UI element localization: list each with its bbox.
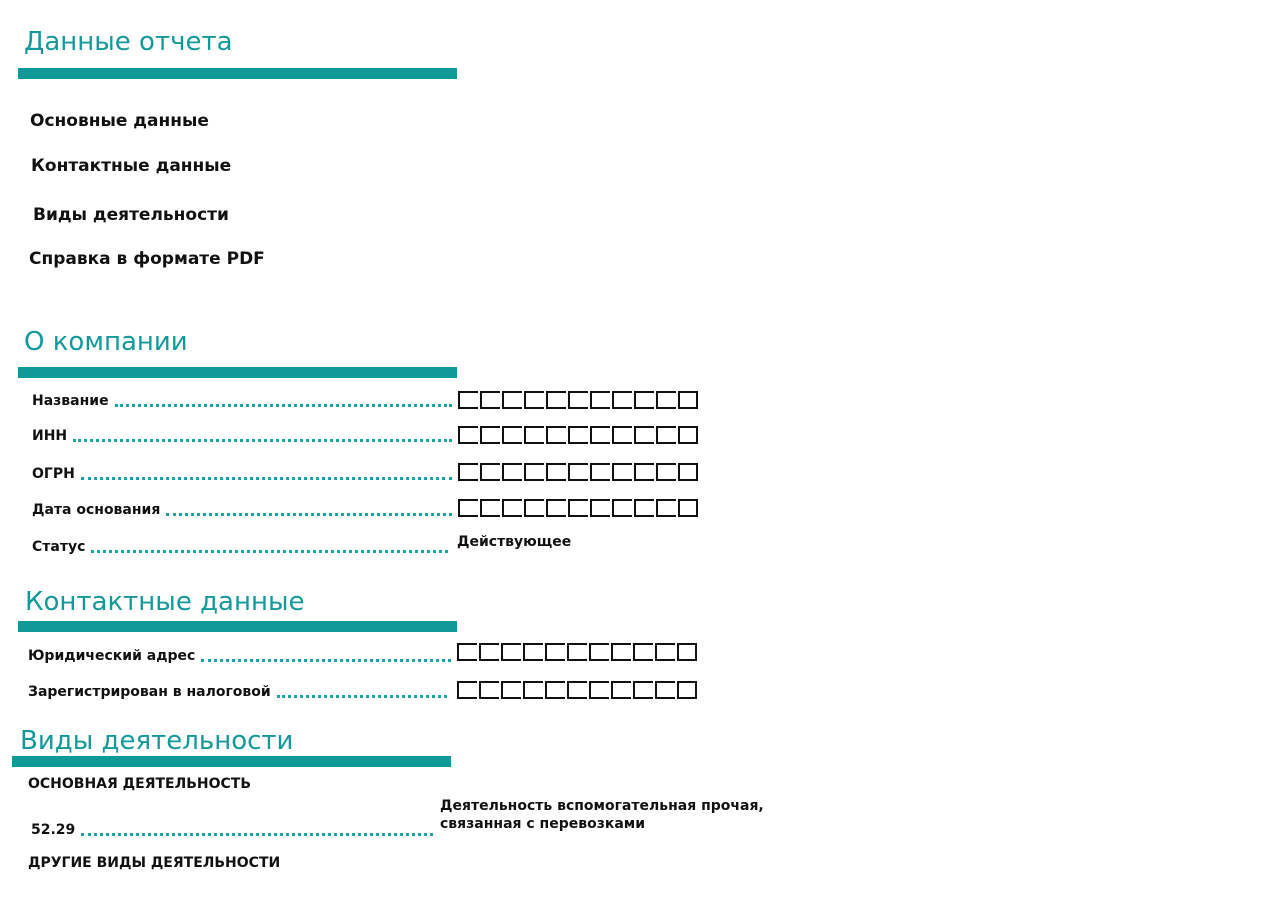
input-cell xyxy=(634,463,654,481)
input-cell xyxy=(502,391,522,409)
field-label: Дата основания xyxy=(32,502,161,518)
input-cell xyxy=(656,426,676,444)
input-cell xyxy=(612,391,632,409)
input-cell xyxy=(656,391,676,409)
input-cell xyxy=(590,463,610,481)
input-cell xyxy=(634,426,654,444)
input-cell xyxy=(612,426,632,444)
input-cell xyxy=(678,499,698,517)
input-cell xyxy=(634,391,654,409)
input-cell xyxy=(656,463,676,481)
field-label: Зарегистрирован в налоговой xyxy=(28,684,271,700)
input-cell xyxy=(611,643,631,661)
input-cell xyxy=(589,643,609,661)
input-cell xyxy=(678,391,698,409)
tax-registration-input-cells[interactable] xyxy=(457,677,699,699)
input-cell xyxy=(590,426,610,444)
input-cell xyxy=(567,681,587,699)
company-title: О компании xyxy=(24,327,188,357)
name-input-cells[interactable] xyxy=(458,387,700,409)
input-cell xyxy=(568,463,588,481)
input-cell xyxy=(656,499,676,517)
field-row-status xyxy=(32,534,448,554)
input-cell xyxy=(479,643,499,661)
dotted-leader xyxy=(277,695,447,698)
nav-link-contact-data[interactable]: Контактные данные xyxy=(31,156,232,176)
input-cell xyxy=(568,426,588,444)
input-cell xyxy=(677,681,697,699)
input-cell xyxy=(501,681,521,699)
input-cell xyxy=(502,426,522,444)
field-row-ogrn xyxy=(32,461,452,481)
description-line: Деятельность вспомогательная прочая, xyxy=(440,798,764,814)
input-cell xyxy=(678,426,698,444)
field-label: Юридический адрес xyxy=(28,648,196,664)
nav-link-main-data[interactable]: Основные данные xyxy=(30,111,209,131)
input-cell xyxy=(590,499,610,517)
contacts-title-underline xyxy=(18,621,457,632)
input-cell xyxy=(458,391,478,409)
foundation-date-input-cells[interactable] xyxy=(458,495,700,517)
activities-title-underline xyxy=(12,756,451,767)
input-cell xyxy=(546,391,566,409)
input-cell xyxy=(568,391,588,409)
field-row-foundation-date xyxy=(32,497,452,517)
dotted-leader xyxy=(201,659,451,662)
input-cell xyxy=(524,426,544,444)
activity-code: 52.29 xyxy=(31,822,76,838)
input-cell xyxy=(589,681,609,699)
main-activity-heading: ОСНОВНАЯ ДЕЯТЕЛЬНОСТЬ xyxy=(28,776,252,792)
input-cell xyxy=(480,391,500,409)
contacts-title: Контактные данные xyxy=(25,587,305,617)
input-cell xyxy=(655,681,675,699)
field-label: Название xyxy=(32,393,109,409)
report-title-underline xyxy=(18,68,457,79)
input-cell xyxy=(546,463,566,481)
input-cell xyxy=(458,426,478,444)
main-activity-description xyxy=(440,798,764,833)
input-cell xyxy=(524,391,544,409)
input-cell xyxy=(502,499,522,517)
input-cell xyxy=(524,463,544,481)
input-cell xyxy=(545,681,565,699)
nav-link-pdf-reference[interactable]: Справка в формате PDF xyxy=(29,249,265,269)
input-cell xyxy=(546,426,566,444)
input-cell xyxy=(567,643,587,661)
input-cell xyxy=(523,643,543,661)
field-row-tax-registration xyxy=(28,679,447,699)
dotted-leader xyxy=(81,833,433,836)
dotted-leader xyxy=(115,404,452,407)
input-cell xyxy=(502,463,522,481)
input-cell xyxy=(546,499,566,517)
input-cell xyxy=(655,643,675,661)
field-label: ОГРН xyxy=(32,466,75,482)
input-cell xyxy=(677,643,697,661)
input-cell xyxy=(612,499,632,517)
description-line: связанная с перевозками xyxy=(440,815,646,832)
input-cell xyxy=(458,499,478,517)
field-row-name xyxy=(32,388,452,408)
status-value: Действующее xyxy=(457,534,572,550)
input-cell xyxy=(590,391,610,409)
input-cell xyxy=(568,499,588,517)
field-label: ИНН xyxy=(32,428,68,444)
report-title: Данные отчета xyxy=(24,27,233,57)
activities-title: Виды деятельности xyxy=(20,726,294,756)
field-row-legal-address xyxy=(28,643,451,663)
company-title-underline xyxy=(18,367,457,378)
other-activities-heading: ДРУГИЕ ВИДЫ ДЕЯТЕЛЬНОСТИ xyxy=(28,855,281,871)
input-cell xyxy=(524,499,544,517)
dotted-leader xyxy=(91,550,448,553)
input-cell xyxy=(479,681,499,699)
input-cell xyxy=(480,463,500,481)
field-row-inn xyxy=(32,423,452,443)
input-cell xyxy=(457,681,477,699)
legal-address-input-cells[interactable] xyxy=(457,639,699,661)
input-cell xyxy=(458,463,478,481)
input-cell xyxy=(633,643,653,661)
input-cell xyxy=(633,681,653,699)
input-cell xyxy=(480,499,500,517)
dotted-leader xyxy=(81,477,452,480)
ogrn-input-cells[interactable] xyxy=(458,459,700,481)
dotted-leader xyxy=(73,439,452,442)
input-cell xyxy=(634,499,654,517)
input-cell xyxy=(612,463,632,481)
input-cell xyxy=(611,681,631,699)
inn-input-cells[interactable] xyxy=(458,422,700,444)
input-cell xyxy=(457,643,477,661)
nav-link-activities[interactable]: Виды деятельности xyxy=(33,205,229,225)
input-cell xyxy=(480,426,500,444)
input-cell xyxy=(678,463,698,481)
input-cell xyxy=(523,681,543,699)
field-label: Статус xyxy=(32,539,86,555)
dotted-leader xyxy=(166,513,452,516)
input-cell xyxy=(501,643,521,661)
input-cell xyxy=(545,643,565,661)
main-activity-row xyxy=(31,817,433,837)
